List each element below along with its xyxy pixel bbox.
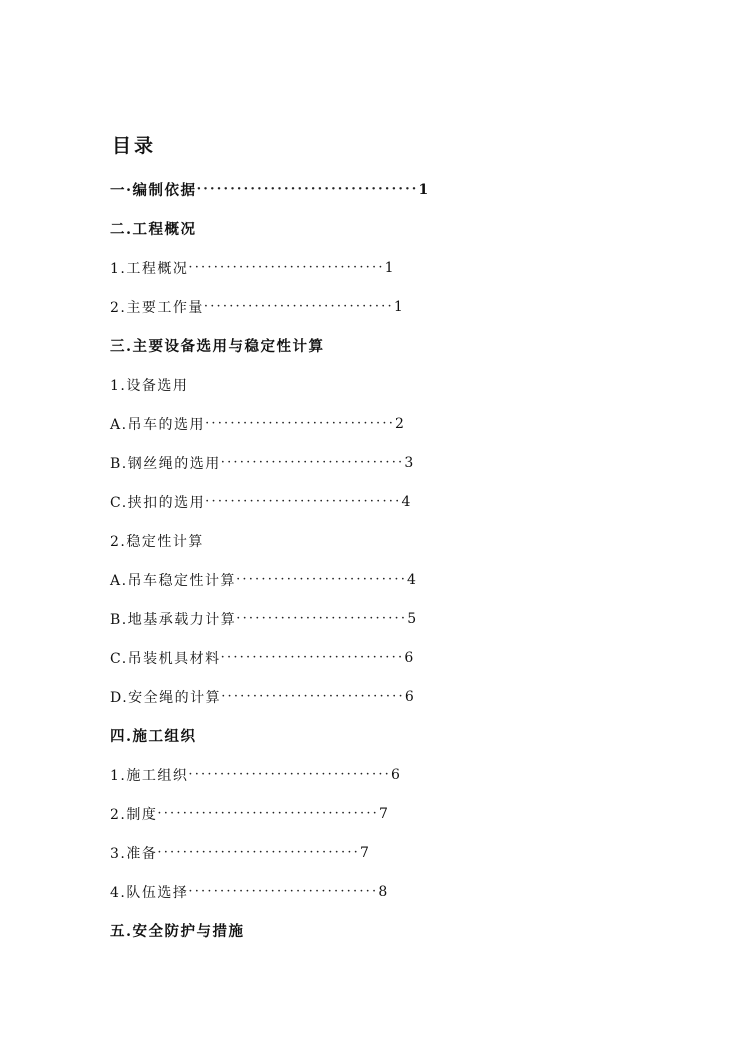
toc-list bbox=[110, 170, 610, 950]
toc-dot-leader: ································ bbox=[157, 845, 360, 860]
toc-dot-leader: ······························· bbox=[205, 494, 402, 509]
toc-dot-leader: ······························ bbox=[188, 884, 379, 899]
toc-page-number: 4 bbox=[401, 493, 412, 510]
toc-entry bbox=[110, 287, 610, 326]
toc-entry-text: 四.施工组织 bbox=[110, 728, 197, 745]
toc-entry-text: 4.队伍选择 bbox=[110, 884, 189, 901]
toc-entry-text: 五.安全防护与措施 bbox=[110, 923, 245, 940]
toc-entry bbox=[110, 755, 610, 794]
toc-entry-text: B.地基承载力计算 bbox=[110, 611, 237, 628]
toc-dot-leader: ······························· bbox=[188, 260, 385, 275]
toc-page-number: 1 bbox=[384, 259, 396, 276]
toc-entry-text: B.钢丝绳的选用 bbox=[110, 455, 221, 472]
toc-entry-text: 1.工程概况 bbox=[110, 260, 189, 277]
toc-entry bbox=[110, 404, 610, 443]
toc-entry-text: 1.施工组织 bbox=[110, 767, 189, 784]
toc-entry bbox=[110, 443, 610, 482]
toc-entry bbox=[110, 872, 610, 911]
toc-dot-leader: ····························· bbox=[220, 455, 405, 470]
toc-page-number: 6 bbox=[404, 649, 415, 666]
toc-page-number: 7 bbox=[379, 805, 390, 822]
toc-page-number: 2 bbox=[395, 415, 406, 432]
toc-page-number: 1 bbox=[418, 181, 430, 198]
toc-entry bbox=[110, 716, 610, 755]
toc-entry-text: 1.设备选用 bbox=[110, 377, 189, 394]
toc-dot-leader: ····························· bbox=[220, 650, 405, 665]
toc-entry-text: D.安全绳的计算 bbox=[110, 689, 222, 706]
toc-entry bbox=[110, 170, 610, 209]
toc-entry-text: 2.制度 bbox=[110, 806, 158, 823]
toc-entry bbox=[110, 833, 610, 872]
toc-dot-leader: ··························· bbox=[236, 572, 408, 587]
toc-title: 目录 bbox=[112, 135, 157, 157]
toc-dot-leader: ································· bbox=[196, 182, 419, 197]
toc-dot-leader: ······························ bbox=[203, 299, 394, 314]
toc-entry bbox=[110, 482, 610, 521]
toc-dot-leader: ··································· bbox=[157, 806, 379, 821]
toc-entry bbox=[110, 638, 610, 677]
toc-dot-leader: ······························ bbox=[205, 416, 396, 431]
toc-page-number: 1 bbox=[393, 298, 405, 315]
toc-entry bbox=[110, 794, 610, 833]
toc-page-number: 6 bbox=[391, 766, 402, 783]
toc-entry-text: 2.主要工作量 bbox=[110, 299, 204, 316]
toc-page-number: 7 bbox=[360, 844, 371, 861]
toc-entry bbox=[110, 911, 610, 950]
toc-entry-text: 一·编制依据 bbox=[110, 182, 197, 199]
toc-page-number: 6 bbox=[404, 688, 416, 705]
toc-entry-text: 3.准备 bbox=[110, 845, 158, 862]
toc-entry-text: 二.工程概况 bbox=[110, 221, 197, 238]
toc-page-number: 4 bbox=[407, 571, 418, 588]
toc-entry bbox=[110, 209, 610, 248]
toc-dot-leader: ··························· bbox=[236, 611, 408, 626]
toc-page-number: 8 bbox=[378, 883, 389, 900]
toc-entry bbox=[110, 248, 610, 287]
toc-entry bbox=[110, 326, 610, 365]
toc-dot-leader: ····························· bbox=[221, 689, 405, 704]
toc-entry bbox=[110, 521, 610, 560]
toc-entry-text: 三.主要设备选用与稳定性计算 bbox=[110, 338, 325, 355]
toc-entry-text: A.吊车稳定性计算 bbox=[110, 572, 237, 589]
toc-entry-text: A.吊车的选用 bbox=[110, 416, 206, 433]
toc-entry-text: C.吊装机具材料 bbox=[110, 650, 221, 667]
toc-entry bbox=[110, 560, 610, 599]
toc-page-number: 3 bbox=[404, 454, 415, 471]
toc-entry bbox=[110, 599, 610, 638]
toc-dot-leader: ································ bbox=[188, 767, 391, 782]
toc-entry-text: C.挟扣的选用 bbox=[110, 494, 206, 511]
toc-entry-text: 2.稳定性计算 bbox=[110, 533, 204, 550]
toc-page-number: 5 bbox=[407, 610, 418, 627]
toc-entry bbox=[110, 365, 610, 404]
toc-entry bbox=[110, 677, 610, 716]
